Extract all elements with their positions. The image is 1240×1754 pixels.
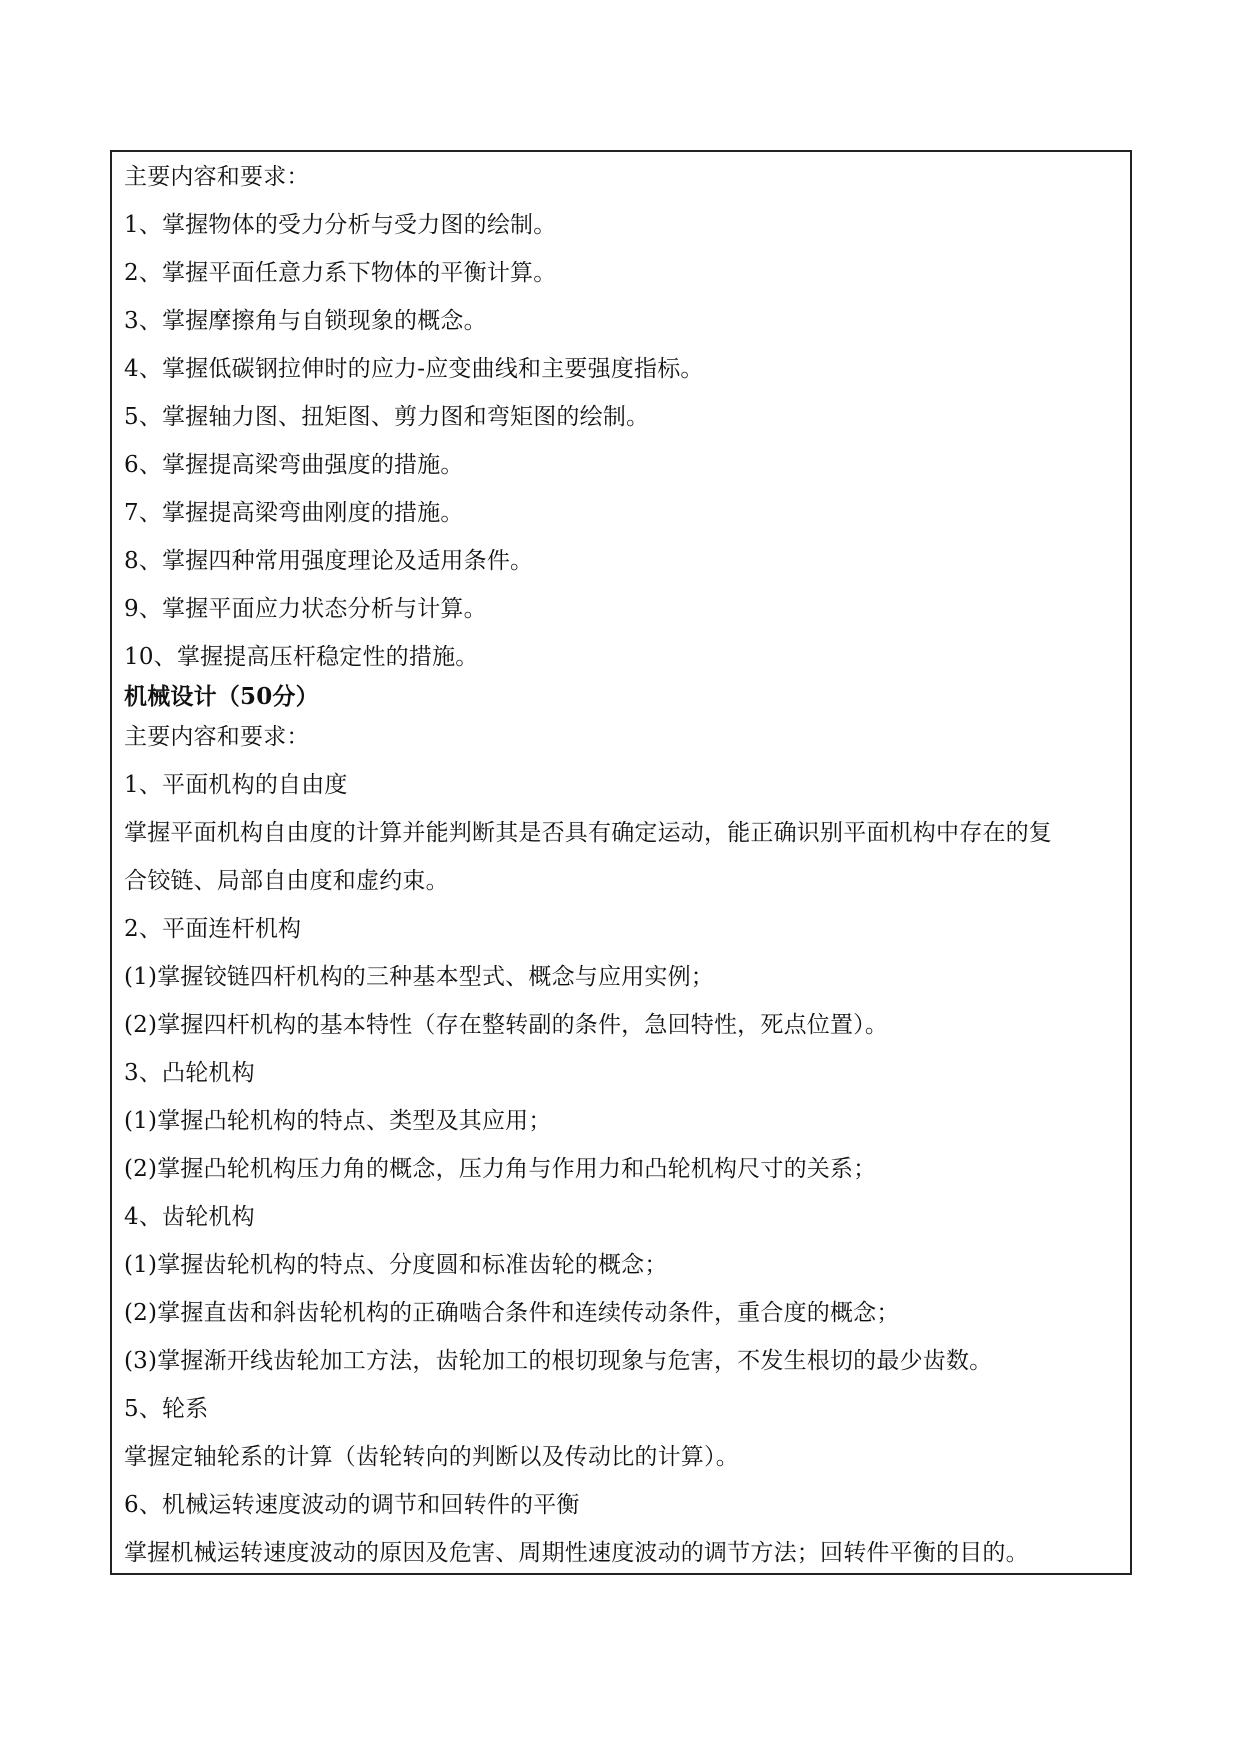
requirement-item: 8、掌握四种常用强度理论及适用条件。 (124, 548, 534, 574)
requirement-item: 1、掌握物体的受力分析与受力图的绘制。 (124, 212, 557, 238)
topic-heading: 2、平面连杆机构 (124, 916, 302, 942)
topic-text: (1)掌握齿轮机构的特点、分度圆和标准齿轮的概念； (124, 1252, 668, 1278)
requirement-item: 4、掌握低碳钢拉伸时的应力-应变曲线和主要强度指标。 (124, 356, 704, 382)
section-title-mechanical-design: 机械设计（50分） (124, 683, 319, 710)
topic-heading: 3、凸轮机构 (124, 1060, 255, 1086)
topic-text: 掌握平面机构自由度的计算并能判断其是否具有确定运动，能正确识别平面机构中存在的复 (124, 820, 1052, 846)
requirement-item: 7、掌握提高梁弯曲刚度的措施。 (124, 500, 464, 526)
requirement-item: 10、掌握提高压杆稳定性的措施。 (124, 644, 479, 670)
section-intro-heading: 主要内容和要求： (124, 724, 310, 750)
requirement-item: 9、掌握平面应力状态分析与计算。 (124, 596, 487, 622)
requirement-item: 3、掌握摩擦角与自锁现象的概念。 (124, 308, 487, 334)
topic-text: (3)掌握渐开线齿轮加工方法，齿轮加工的根切现象与危害，不发生根切的最少齿数。 (124, 1348, 993, 1374)
topic-text: 合铰链、局部自由度和虚约束。 (124, 868, 449, 894)
topic-text: (2)掌握凸轮机构压力角的概念，压力角与作用力和凸轮机构尺寸的关系； (124, 1156, 877, 1182)
topic-heading: 6、机械运转速度波动的调节和回转件的平衡 (124, 1492, 580, 1518)
topic-text: (2)掌握直齿和斜齿轮机构的正确啮合条件和连续传动条件，重合度的概念； (124, 1300, 900, 1326)
topic-text: (1)掌握凸轮机构的特点、类型及其应用； (124, 1108, 552, 1134)
requirement-item: 5、掌握轴力图、扭矩图、剪力图和弯矩图的绘制。 (124, 404, 650, 430)
requirement-item: 6、掌握提高梁弯曲强度的措施。 (124, 452, 464, 478)
topic-text: 掌握定轴轮系的计算（齿轮转向的判断以及传动比的计算）。 (124, 1444, 739, 1470)
requirement-item: 2、掌握平面任意力系下物体的平衡计算。 (124, 260, 557, 286)
topic-text: 掌握机械运转速度波动的原因及危害、周期性速度波动的调节方法；回转件平衡的目的。 (124, 1540, 1029, 1566)
content-table-cell (110, 150, 1132, 1575)
section-intro-heading: 主要内容和要求： (124, 164, 310, 190)
topic-text: (1)掌握铰链四杆机构的三种基本型式、概念与应用实例； (124, 964, 714, 990)
topic-heading: 4、齿轮机构 (124, 1204, 255, 1230)
topic-heading: 1、平面机构的自由度 (124, 772, 348, 798)
topic-text: (2)掌握四杆机构的基本特性（存在整转副的条件，急回特性，死点位置）。 (124, 1012, 889, 1038)
topic-heading: 5、轮系 (124, 1396, 209, 1422)
